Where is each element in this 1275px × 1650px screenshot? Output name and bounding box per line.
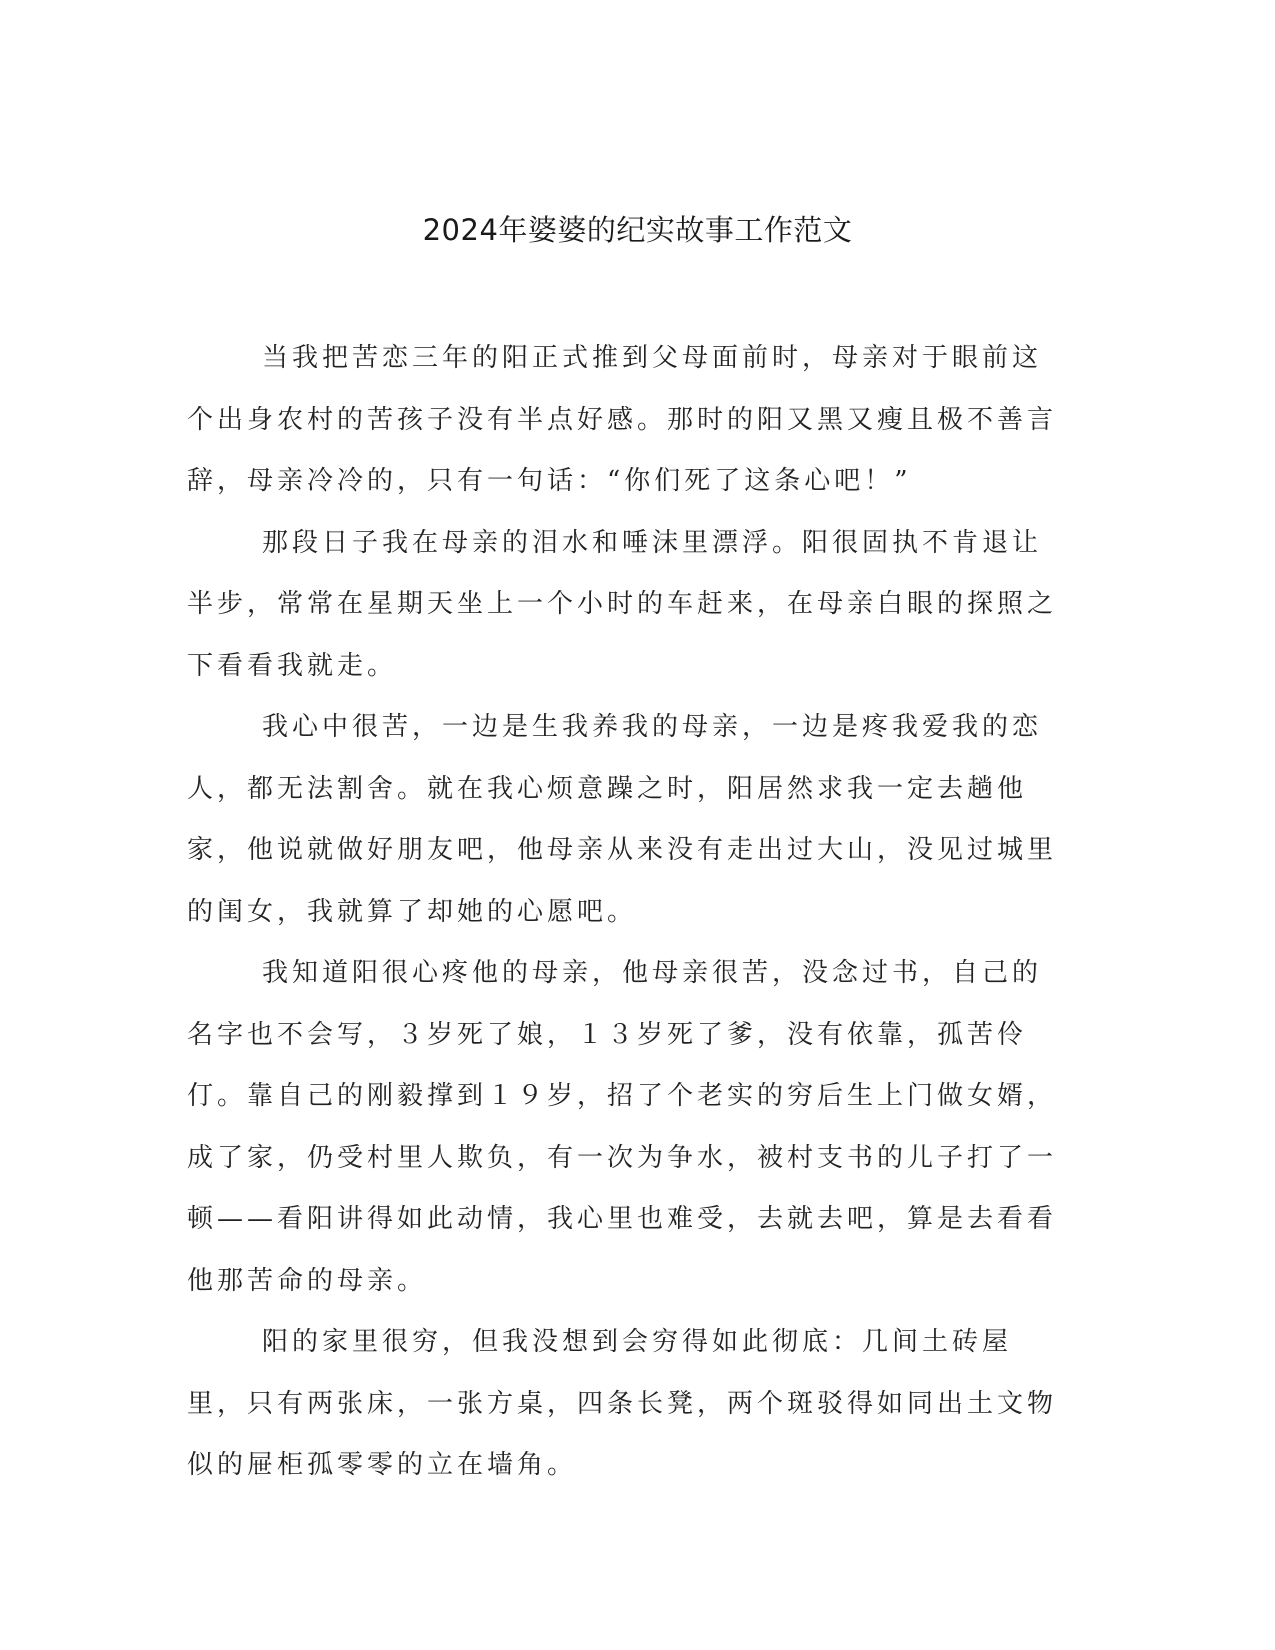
paragraph-5: 阳的家里很穷，但我没想到会穷得如此彻底：几间土砖屋里，只有两张床，一张方桌，四条长凳，两个斑驳得如同出土文物似的屉柜孤零零的立在墙角。 <box>187 1327 1058 1480</box>
paragraph-4: 我知道阳很心疼他的母亲，他母亲很苦，没念过书，自己的名字也不会写，３岁死了娘，１３岁死了爹，没有依靠，孤苦伶仃。靠自己的刚毅撑到１９岁，招了个老实的穷后生上门做女婿，成了家，仍受村里人欺负，有一次为争水，被村支书的儿子打了一顿——看阳讲得如此动情，我心里也难受，去就去吧，算是去看看他那苦命的母亲。 <box>187 958 1058 1296</box>
paragraph-2: 那段日子我在母亲的泪水和唾沫里漂浮。阳很固执不肯退让半步，常常在星期天坐上一个小时的车赶来，在母亲白眼的探照之下看看我就走。 <box>187 527 1058 681</box>
paragraph-3: 我心中很苦，一边是生我养我的母亲，一边是疼我爱我的恋人，都无法割舍。就在我心烦意躁之时，阳居然求我一定去趟他家，他说就做好朋友吧，他母亲从来没有走出过大山，没见过城里的闺女，我就算了却她的心愿吧。 <box>187 712 1058 927</box>
paragraph-1: 当我把苦恋三年的阳正式推到父母面前时，母亲对于眼前这个出身农村的苦孩子没有半点好感。那时的阳又黑又瘦且极不善言辞，母亲冷冷的，只有一句话：“你们死了这条心吧！” <box>187 343 1058 496</box>
document-body <box>187 328 1067 1497</box>
document-title: 2024年婆婆的纪实故事工作范文 <box>422 213 853 247</box>
